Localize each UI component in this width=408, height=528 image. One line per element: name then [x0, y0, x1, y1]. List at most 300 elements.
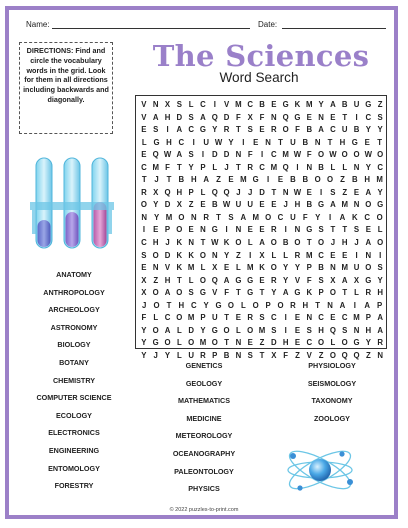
grid-letter[interactable]: Y	[283, 275, 289, 285]
grid-letter[interactable]: O	[314, 175, 321, 185]
grid-letter[interactable]: B	[178, 175, 185, 185]
grid-letter[interactable]: Y	[153, 200, 159, 210]
grid-letter[interactable]: S	[318, 275, 324, 285]
grid-letter[interactable]: G	[199, 125, 206, 135]
grid-letter[interactable]: N	[235, 225, 242, 235]
grid-letter[interactable]: A	[365, 238, 372, 248]
grid-letter[interactable]: X	[271, 350, 277, 360]
grid-letter[interactable]: M	[353, 313, 360, 323]
grid-letter[interactable]: R	[271, 275, 277, 285]
grid-letter[interactable]: A	[164, 288, 171, 298]
grid-letter[interactable]: Q	[282, 112, 289, 122]
grid-letter[interactable]: S	[377, 263, 383, 273]
grid-letter[interactable]: D	[259, 187, 265, 197]
grid-letter[interactable]: O	[178, 212, 185, 222]
grid-letter[interactable]: I	[267, 175, 270, 185]
grid-letter[interactable]: O	[329, 288, 336, 298]
grid-letter[interactable]: C	[377, 162, 383, 172]
grid-letter[interactable]: B	[302, 137, 309, 147]
grid-letter[interactable]: M	[252, 212, 259, 222]
grid-letter[interactable]: I	[355, 250, 358, 260]
grid-letter[interactable]: C	[259, 162, 265, 172]
grid-letter[interactable]: F	[259, 112, 265, 122]
grid-letter[interactable]: Y	[212, 125, 218, 135]
grid-letter[interactable]: T	[236, 125, 241, 135]
grid-letter[interactable]: W	[222, 200, 231, 210]
grid-letter[interactable]: D	[271, 338, 277, 348]
grid-letter[interactable]: G	[365, 275, 372, 285]
grid-letter[interactable]: C	[271, 150, 277, 160]
grid-letter[interactable]: Y	[365, 338, 371, 348]
grid-letter[interactable]: Z	[153, 275, 159, 285]
grid-letter[interactable]: J	[248, 187, 253, 197]
grid-letter[interactable]: V	[141, 112, 147, 122]
grid-letter[interactable]: X	[353, 275, 360, 285]
grid-letter[interactable]: C	[190, 300, 197, 310]
grid-letter[interactable]: S	[318, 225, 324, 235]
grid-letter[interactable]: Z	[377, 100, 383, 109]
grid-letter[interactable]: J	[142, 300, 147, 310]
grid-letter[interactable]: E	[235, 313, 241, 323]
grid-letter[interactable]: S	[176, 100, 182, 109]
grid-letter[interactable]: Z	[188, 200, 194, 210]
grid-letter[interactable]: R	[223, 125, 230, 135]
grid-letter[interactable]: C	[318, 250, 324, 260]
grid-letter[interactable]: M	[306, 100, 313, 109]
grid-letter[interactable]: T	[259, 350, 265, 360]
grid-letter[interactable]: A	[176, 150, 183, 160]
grid-letter[interactable]: O	[318, 150, 325, 160]
grid-letter[interactable]: X	[141, 275, 147, 285]
grid-letter[interactable]: Q	[164, 187, 171, 197]
grid-letter[interactable]: D	[223, 150, 230, 160]
grid-letter[interactable]: V	[223, 100, 230, 109]
grid-letter[interactable]: A	[282, 288, 289, 298]
grid-letter[interactable]: L	[240, 300, 246, 310]
grid-letter[interactable]: E	[364, 137, 370, 147]
grid-letter[interactable]: T	[271, 187, 277, 197]
grid-letter[interactable]: Y	[294, 263, 301, 273]
grid-letter[interactable]: E	[306, 112, 312, 122]
grid-letter[interactable]: S	[342, 325, 348, 335]
grid-letter[interactable]: L	[330, 162, 336, 172]
grid-letter[interactable]: Y	[228, 137, 234, 147]
grid-letter[interactable]: M	[376, 175, 383, 185]
grid-letter[interactable]: T	[259, 288, 265, 298]
grid-letter[interactable]: C	[247, 100, 254, 109]
grid-letter[interactable]: G	[353, 338, 360, 348]
grid-letter[interactable]: T	[236, 162, 241, 172]
grid-letter[interactable]: U	[235, 200, 242, 210]
grid-letter[interactable]: G	[318, 200, 325, 210]
grid-letter[interactable]: Q	[211, 187, 218, 197]
grid-letter[interactable]: Z	[340, 175, 345, 185]
grid-letter[interactable]: E	[294, 313, 301, 323]
grid-letter[interactable]: K	[176, 238, 183, 248]
grid-letter[interactable]: G	[294, 112, 301, 122]
grid-letter[interactable]: E	[259, 200, 265, 210]
grid-letter[interactable]: O	[329, 350, 336, 360]
grid-letter[interactable]: I	[379, 250, 382, 260]
grid-letter[interactable]: B	[259, 100, 265, 109]
grid-letter[interactable]: I	[192, 137, 195, 147]
grid-letter[interactable]: K	[176, 263, 183, 273]
grid-letter[interactable]: O	[318, 238, 325, 248]
grid-letter[interactable]: J	[153, 350, 158, 360]
grid-letter[interactable]: B	[352, 175, 358, 185]
grid-letter[interactable]: O	[252, 300, 259, 310]
grid-letter[interactable]: V	[141, 100, 147, 109]
grid-letter[interactable]: N	[377, 350, 383, 360]
grid-letter[interactable]: Y	[141, 350, 147, 360]
grid-letter[interactable]: M	[306, 250, 313, 260]
grid-letter[interactable]: M	[152, 162, 159, 172]
grid-letter[interactable]: I	[328, 212, 332, 222]
grid-letter[interactable]: N	[327, 300, 333, 310]
grid-letter[interactable]: Y	[188, 162, 194, 172]
grid-letter[interactable]: O	[376, 212, 383, 222]
grid-letter[interactable]: N	[365, 250, 372, 260]
grid-letter[interactable]: Z	[318, 350, 324, 360]
grid-letter[interactable]: S	[271, 325, 277, 335]
grid-letter[interactable]: M	[341, 200, 348, 210]
grid-letter[interactable]: A	[164, 325, 171, 335]
grid-letter[interactable]: I	[284, 313, 287, 323]
grid-letter[interactable]: H	[164, 112, 171, 122]
grid-letter[interactable]: G	[199, 288, 206, 298]
grid-letter[interactable]: M	[282, 150, 289, 160]
grid-letter[interactable]: O	[341, 150, 348, 160]
grid-letter[interactable]: L	[212, 162, 218, 172]
grid-letter[interactable]: V	[164, 263, 171, 273]
grid-letter[interactable]: F	[302, 212, 308, 222]
grid-letter[interactable]: V	[294, 275, 301, 285]
grid-letter[interactable]: O	[176, 313, 183, 323]
grid-letter[interactable]: G	[282, 100, 289, 109]
grid-letter[interactable]: F	[224, 288, 229, 298]
grid-letter[interactable]: Y	[223, 250, 230, 260]
grid-letter[interactable]: C	[200, 100, 206, 109]
grid-letter[interactable]: Q	[152, 150, 159, 160]
grid-letter[interactable]: B	[211, 200, 218, 210]
grid-letter[interactable]: C	[188, 125, 194, 135]
grid-letter[interactable]: O	[377, 238, 384, 248]
grid-letter[interactable]: F	[247, 150, 253, 160]
grid-letter[interactable]: E	[228, 175, 234, 185]
grid-letter[interactable]: E	[247, 338, 253, 348]
grid-letter[interactable]: I	[225, 225, 228, 235]
grid-letter[interactable]: N	[200, 225, 206, 235]
grid-letter[interactable]: O	[188, 338, 195, 348]
grid-letter[interactable]: L	[200, 263, 206, 273]
grid-letter[interactable]: D	[223, 112, 230, 122]
grid-letter[interactable]: S	[228, 212, 234, 222]
grid-letter[interactable]: I	[320, 187, 323, 197]
grid-letter[interactable]: N	[306, 162, 313, 172]
grid-letter[interactable]: W	[364, 150, 373, 160]
grid-letter[interactable]: H	[166, 137, 172, 147]
grid-letter[interactable]: T	[224, 338, 229, 348]
grid-letter[interactable]: O	[282, 125, 289, 135]
grid-letter[interactable]: P	[306, 263, 312, 273]
grid-letter[interactable]: Y	[377, 187, 383, 197]
grid-letter[interactable]: X	[212, 263, 218, 273]
grid-letter[interactable]: T	[141, 175, 147, 185]
grid-letter[interactable]: N	[190, 212, 197, 222]
grid-letter[interactable]: N	[330, 263, 336, 273]
grid-letter[interactable]: E	[141, 263, 147, 273]
grid-letter[interactable]: V	[306, 350, 312, 360]
grid-letter[interactable]: N	[314, 137, 321, 147]
grid-letter[interactable]: N	[211, 250, 218, 260]
grid-letter[interactable]: Y	[153, 212, 160, 222]
grid-letter[interactable]: L	[176, 338, 182, 348]
grid-letter[interactable]: E	[200, 200, 206, 210]
grid-letter[interactable]: O	[341, 338, 348, 348]
grid-letter[interactable]: D	[188, 325, 194, 335]
grid-letter[interactable]: U	[353, 263, 360, 273]
grid-letter[interactable]: G	[247, 275, 254, 285]
grid-letter[interactable]: S	[377, 112, 383, 122]
grid-letter[interactable]: L	[200, 187, 206, 197]
grid-letter[interactable]: N	[235, 350, 242, 360]
grid-letter[interactable]: L	[283, 250, 289, 260]
grid-letter[interactable]: I	[260, 150, 264, 160]
grid-letter[interactable]: O	[152, 250, 159, 260]
grid-letter[interactable]: T	[176, 275, 182, 285]
grid-letter[interactable]: T	[176, 162, 182, 172]
grid-letter[interactable]: Z	[342, 187, 348, 197]
grid-letter[interactable]: C	[141, 162, 147, 172]
grid-letter[interactable]: Z	[365, 350, 371, 360]
grid-letter[interactable]: O	[176, 288, 183, 298]
grid-letter[interactable]: N	[353, 200, 360, 210]
date-line[interactable]	[282, 28, 386, 29]
grid-letter[interactable]: M	[187, 263, 195, 273]
grid-letter[interactable]: O	[365, 200, 372, 210]
grid-letter[interactable]: Q	[211, 275, 218, 285]
grid-letter[interactable]: E	[306, 187, 312, 197]
grid-letter[interactable]: F	[283, 350, 289, 360]
grid-letter[interactable]: R	[203, 212, 209, 222]
grid-letter[interactable]: E	[141, 125, 147, 135]
grid-letter[interactable]: O	[294, 238, 301, 248]
grid-letter[interactable]: I	[166, 125, 169, 135]
grid-letter[interactable]: O	[365, 263, 372, 273]
grid-letter[interactable]: S	[306, 325, 312, 335]
grid-letter[interactable]: G	[211, 325, 218, 335]
grid-letter[interactable]: T	[166, 300, 172, 310]
grid-letter[interactable]: G	[377, 200, 384, 210]
grid-letter[interactable]: G	[247, 288, 254, 298]
grid-letter[interactable]: N	[152, 100, 159, 109]
grid-letter[interactable]: N	[235, 338, 242, 348]
grid-letter[interactable]: A	[364, 300, 371, 310]
grid-letter[interactable]: A	[330, 200, 336, 210]
grid-letter[interactable]: W	[293, 187, 302, 197]
grid-letter[interactable]: J	[154, 175, 159, 185]
grid-letter[interactable]: O	[353, 150, 360, 160]
grid-letter[interactable]: Y	[315, 212, 321, 222]
grid-letter[interactable]: Y	[203, 300, 209, 310]
grid-letter[interactable]: O	[247, 325, 254, 335]
grid-letter[interactable]: G	[351, 137, 358, 147]
grid-letter[interactable]: N	[265, 137, 271, 147]
grid-letter[interactable]: S	[153, 125, 159, 135]
grid-letter[interactable]: J	[354, 238, 359, 248]
grid-letter[interactable]: Z	[236, 250, 241, 260]
grid-letter[interactable]: A	[365, 187, 372, 197]
grid-letter[interactable]: E	[259, 125, 265, 135]
grid-letter[interactable]: N	[294, 225, 301, 235]
grid-letter[interactable]: E	[330, 112, 336, 122]
grid-letter[interactable]: P	[200, 313, 206, 323]
grid-letter[interactable]: O	[152, 325, 159, 335]
grid-letter[interactable]: O	[164, 338, 171, 348]
grid-letter[interactable]: C	[271, 313, 277, 323]
grid-letter[interactable]: O	[327, 175, 334, 185]
grid-letter[interactable]: I	[201, 150, 205, 160]
grid-letter[interactable]: N	[152, 263, 159, 273]
grid-letter[interactable]: M	[246, 263, 254, 273]
grid-letter[interactable]: M	[165, 212, 173, 222]
grid-letter[interactable]: T	[166, 175, 172, 185]
name-line[interactable]	[52, 28, 250, 29]
grid-letter[interactable]: C	[164, 313, 171, 323]
grid-letter[interactable]: J	[236, 187, 241, 197]
grid-letter[interactable]: I	[213, 100, 216, 109]
grid-letter[interactable]: E	[253, 137, 259, 147]
grid-letter[interactable]: Z	[295, 350, 300, 360]
grid-letter[interactable]: M	[187, 313, 195, 323]
grid-letter[interactable]: O	[199, 275, 206, 285]
grid-letter[interactable]: G	[152, 338, 159, 348]
grid-letter[interactable]: U	[211, 313, 218, 323]
grid-letter[interactable]: E	[277, 175, 284, 185]
grid-letter[interactable]: G	[235, 275, 242, 285]
grid-letter[interactable]: E	[342, 250, 348, 260]
grid-letter[interactable]: F	[295, 125, 300, 135]
grid-letter[interactable]: A	[203, 175, 209, 185]
grid-letter[interactable]: G	[294, 288, 301, 298]
grid-letter[interactable]: T	[224, 313, 229, 323]
grid-letter[interactable]: B	[302, 175, 309, 185]
grid-letter[interactable]: M	[235, 100, 242, 109]
grid-letter[interactable]: D	[164, 250, 171, 260]
grid-letter[interactable]: T	[200, 238, 206, 248]
grid-letter[interactable]: T	[315, 300, 321, 310]
grid-letter[interactable]: H	[178, 300, 185, 310]
grid-letter[interactable]: T	[377, 137, 382, 147]
grid-letter[interactable]: B	[306, 125, 313, 135]
grid-letter[interactable]: Q	[211, 112, 218, 122]
grid-letter[interactable]: F	[165, 162, 170, 172]
grid-letter[interactable]: H	[339, 137, 346, 147]
grid-letter[interactable]: O	[140, 200, 147, 210]
grid-letter[interactable]: J	[330, 238, 336, 248]
grid-letter[interactable]: A	[341, 275, 348, 285]
grid-letter[interactable]: B	[318, 263, 324, 273]
grid-letter[interactable]: O	[211, 338, 218, 348]
grid-letter[interactable]: L	[330, 338, 336, 348]
grid-letter[interactable]: Q	[282, 162, 289, 172]
grid-letter[interactable]: O	[153, 300, 160, 310]
grid-letter[interactable]: N	[353, 162, 360, 172]
grid-letter[interactable]: O	[318, 338, 325, 348]
grid-letter[interactable]: U	[341, 125, 348, 135]
grid-letter[interactable]: T	[330, 225, 336, 235]
grid-letter[interactable]: Q	[329, 325, 336, 335]
grid-letter[interactable]: R	[271, 125, 277, 135]
word-search-grid[interactable]	[135, 95, 387, 360]
grid-letter[interactable]: F	[236, 112, 241, 122]
grid-letter[interactable]: K	[188, 250, 194, 260]
grid-letter[interactable]: Y	[283, 263, 289, 273]
grid-letter[interactable]: H	[377, 288, 383, 298]
grid-letter[interactable]: E	[294, 338, 301, 348]
grid-letter[interactable]: B	[306, 200, 313, 210]
grid-letter[interactable]: E	[353, 187, 360, 197]
grid-letter[interactable]: S	[247, 125, 253, 135]
grid-letter[interactable]: A	[318, 125, 324, 135]
grid-letter[interactable]: I	[353, 300, 356, 310]
grid-letter[interactable]: Y	[271, 288, 277, 298]
grid-letter[interactable]: A	[152, 112, 159, 122]
grid-letter[interactable]: V	[212, 288, 218, 298]
grid-letter[interactable]: K	[176, 250, 183, 260]
grid-letter[interactable]: K	[259, 263, 265, 273]
grid-letter[interactable]: B	[290, 175, 296, 185]
grid-letter[interactable]: B	[353, 125, 360, 135]
grid-letter[interactable]: E	[188, 225, 194, 235]
grid-letter[interactable]: Y	[141, 325, 147, 335]
grid-letter[interactable]: Z	[259, 338, 265, 348]
grid-letter[interactable]: I	[142, 225, 145, 235]
grid-letter[interactable]: U	[353, 100, 360, 109]
grid-letter[interactable]: Y	[200, 325, 206, 335]
grid-letter[interactable]: R	[290, 300, 296, 310]
grid-letter[interactable]: X	[247, 112, 253, 122]
grid-letter[interactable]: I	[284, 325, 287, 335]
grid-letter[interactable]: R	[294, 250, 301, 260]
grid-letter[interactable]: C	[277, 212, 284, 222]
grid-letter[interactable]: G	[252, 175, 259, 185]
grid-letter[interactable]: T	[236, 288, 241, 298]
grid-letter[interactable]: W	[163, 150, 172, 160]
grid-letter[interactable]: O	[270, 238, 277, 248]
grid-letter[interactable]: N	[306, 313, 313, 323]
grid-letter[interactable]: E	[271, 200, 277, 210]
grid-letter[interactable]: P	[365, 313, 371, 323]
grid-letter[interactable]: T	[327, 137, 333, 147]
grid-letter[interactable]: N	[282, 187, 289, 197]
grid-letter[interactable]: U	[188, 350, 194, 360]
grid-letter[interactable]: L	[188, 275, 194, 285]
grid-letter[interactable]: Y	[377, 125, 383, 135]
grid-letter[interactable]: N	[235, 150, 242, 160]
grid-letter[interactable]: N	[353, 325, 360, 335]
grid-letter[interactable]: K	[223, 238, 230, 248]
grid-letter[interactable]: O	[270, 263, 277, 273]
grid-letter[interactable]: J	[283, 200, 288, 210]
grid-letter[interactable]: L	[141, 137, 147, 147]
grid-letter[interactable]: O	[227, 300, 234, 310]
grid-letter[interactable]: T	[342, 288, 348, 298]
grid-letter[interactable]: E	[271, 100, 277, 109]
grid-letter[interactable]: H	[364, 175, 371, 185]
grid-letter[interactable]: K	[306, 288, 313, 298]
grid-letter[interactable]: O	[176, 225, 183, 235]
